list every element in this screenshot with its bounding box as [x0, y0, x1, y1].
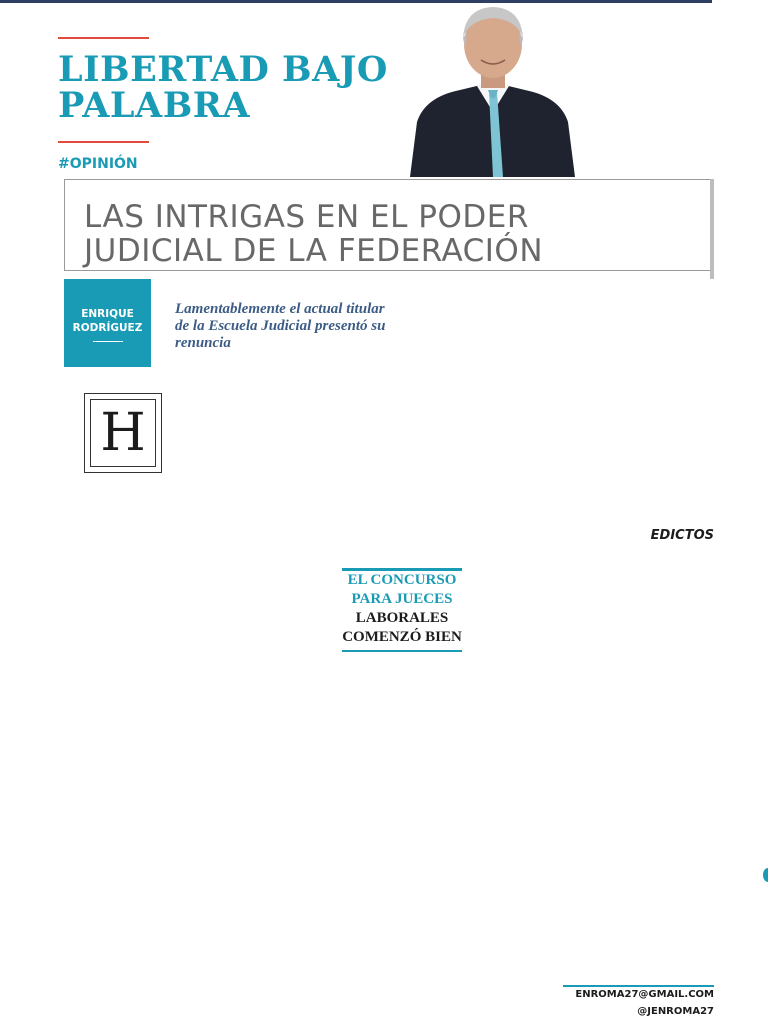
headline-box-shadow: [710, 179, 714, 279]
author-email[interactable]: ENROMA27@GMAIL.COM: [575, 989, 714, 1000]
edge-marker: [763, 868, 768, 882]
top-bar: [0, 0, 712, 3]
title-rule-top: [58, 37, 149, 39]
drop-cap-letter: H: [90, 399, 156, 467]
pull-quote: [342, 568, 462, 653]
footer-rule: [563, 985, 714, 987]
section-subhead: EDICTOS: [650, 528, 714, 543]
author-handle[interactable]: @JENROMA27: [637, 1006, 714, 1017]
headline-line1: LAS INTRIGAS EN EL PODER: [84, 199, 529, 235]
author-photo: [405, 2, 580, 177]
headline-line2: JUDICIAL DE LA FEDERACIÓN: [84, 233, 544, 269]
column-title: [58, 49, 388, 126]
pull-quote-line4: COMENZÓ BIEN: [342, 629, 462, 645]
pull-quote-line1: EL CONCURSO: [347, 572, 457, 588]
pull-quote-line2: PARA JUECES: [351, 591, 453, 607]
title-rule-bottom: [58, 141, 149, 143]
author-first-name: ENRIQUE: [81, 308, 134, 320]
column-title-line2: PALABRA: [58, 85, 251, 126]
opinion-tag: #OPINIÓN: [58, 156, 138, 172]
drop-cap: [84, 393, 162, 473]
author-last-name: RODRÍGUEZ: [72, 322, 143, 334]
headline: [84, 200, 543, 268]
pull-quote-rule: [342, 650, 462, 652]
author-badge: [64, 279, 151, 367]
pull-quote-line3: LABORALES: [355, 610, 449, 626]
deck: Lamentablemente el actual titular de la Escuela Judicial presentó su renuncia: [175, 301, 386, 351]
author-divider: [93, 341, 123, 342]
column-title-line1: LIBERTAD BAJO: [58, 49, 388, 90]
